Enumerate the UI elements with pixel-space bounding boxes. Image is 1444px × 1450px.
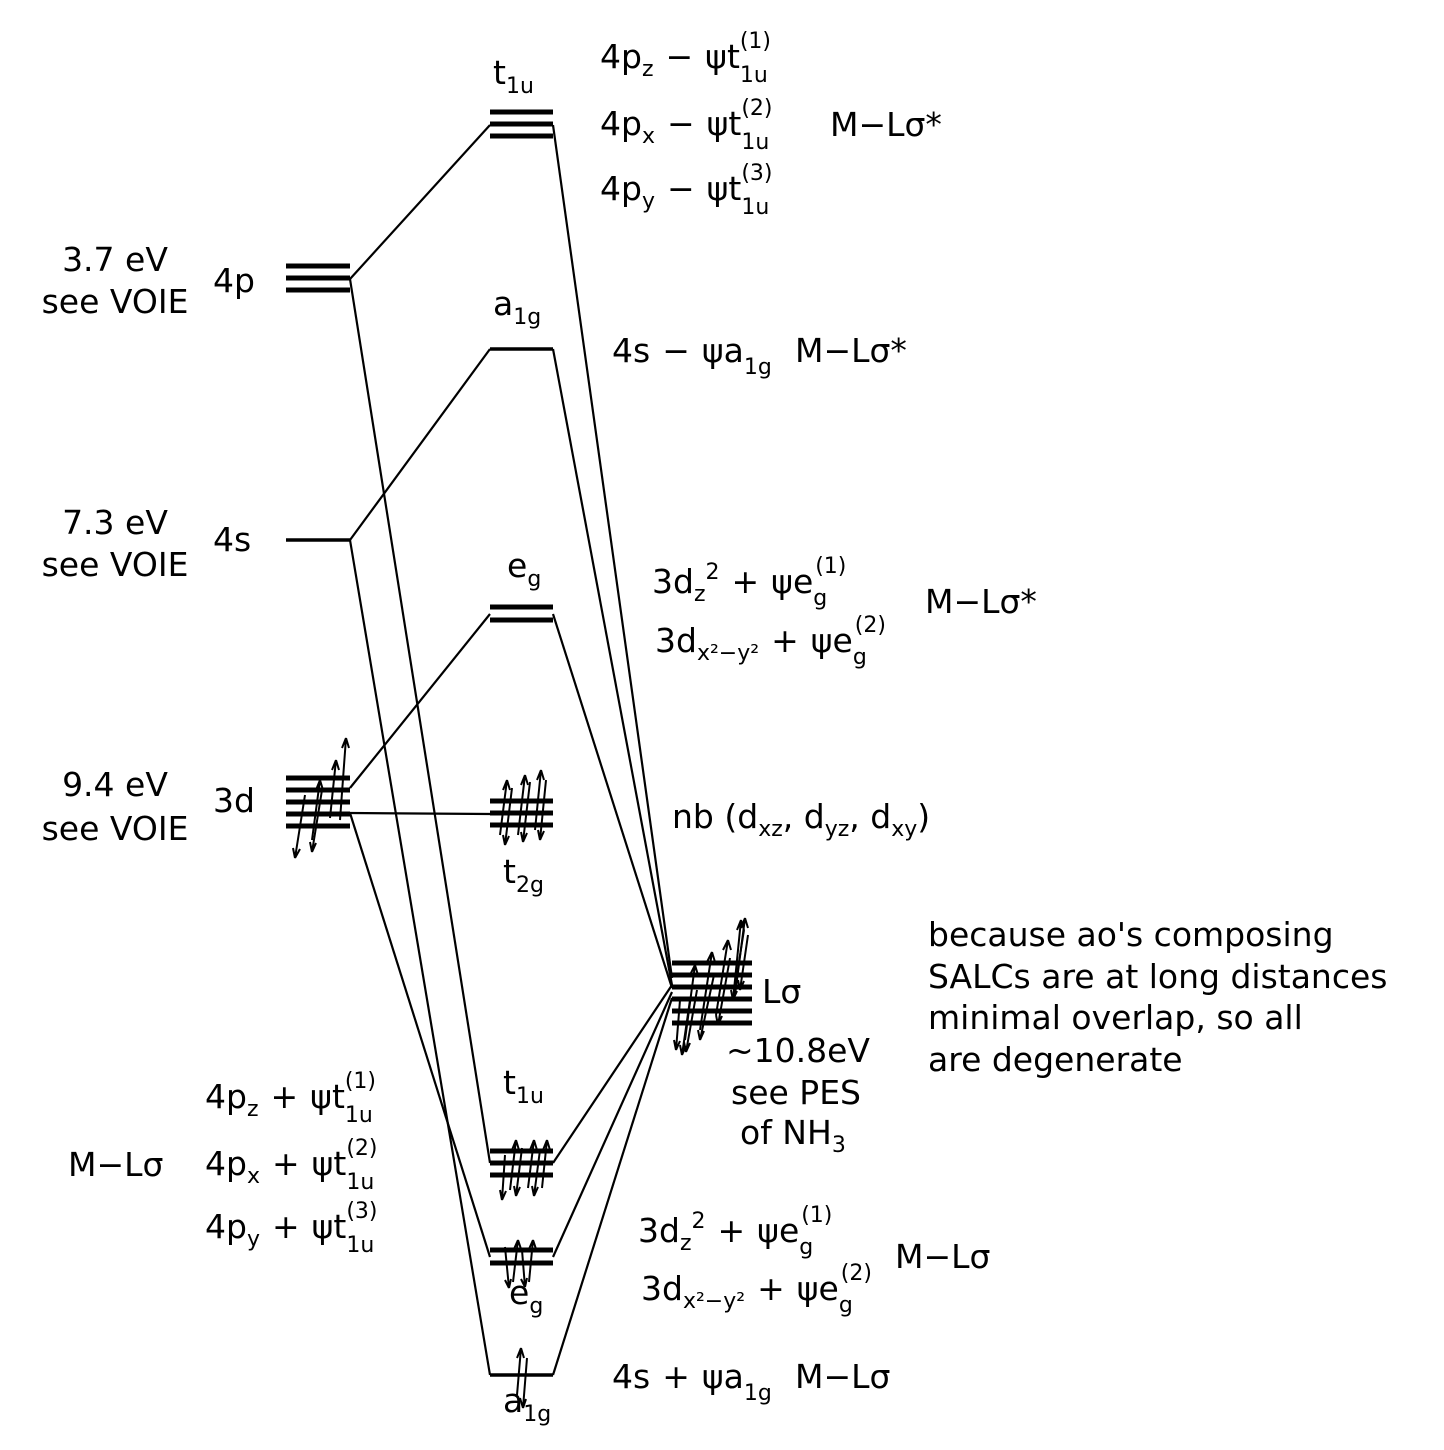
ligand-energy: ~10.8eV	[725, 1031, 871, 1070]
note-line-4: are degenerate	[928, 1040, 1183, 1079]
desc-t1u-star-line-1: $4p_z - \psi t_{1u}(1)$	[600, 29, 772, 88]
desc-eg-bonding	[638, 1203, 990, 1318]
desc-t1u-bonding-line-2: $4p_x + \psi t_{1u}(2)$	[205, 1136, 378, 1195]
desc-a1g-antibonding	[612, 331, 907, 380]
ao-4p-energy: 3.7 eV	[62, 240, 168, 279]
label-t1u-bonding: $t_{1u}$	[503, 1063, 544, 1109]
line-4p-to-t1u-antibonding	[350, 125, 490, 279]
desc-eg-antibonding	[652, 554, 1037, 670]
label-eg-antibonding: $e_g$	[507, 546, 542, 592]
desc-eg-star-line-2: $3d_{x^2-y^2} + \psi e_g(2)$	[655, 613, 886, 670]
desc-a1g-star-type: M−Lσ*	[795, 331, 907, 370]
note-line-3: minimal overlap, so all	[928, 998, 1303, 1037]
ao-3d-name: 3d	[213, 781, 255, 820]
desc-nonbonding: nb ($d_{xz}$, $d_{yz}$, $d_{xy}$)	[672, 797, 931, 842]
desc-a1g-bonding-type: M−Lσ	[795, 1357, 891, 1396]
left-ao-labels	[42, 240, 255, 848]
line-3d-to-eg-antibonding	[350, 614, 490, 788]
ao-4p-ref: see VOIE	[41, 282, 189, 321]
ao-3d-ref: see VOIE	[41, 809, 189, 848]
level-ligand	[672, 963, 752, 1023]
level-eg-antibonding	[490, 607, 553, 620]
ao-4p-name: 4p	[213, 261, 255, 300]
desc-eg-bonding-line-2: $3d_{x^2-y^2} + \psi e_g(2)$	[641, 1261, 872, 1318]
line-4s-to-a1g-antibonding	[350, 349, 490, 540]
mo-symmetry-labels	[493, 53, 551, 1427]
label-a1g-antibonding: $a_{1g}$	[493, 284, 542, 330]
ligand-ref-line-1: see PES	[731, 1073, 861, 1112]
electrons-t2g	[500, 770, 546, 845]
electrons-3d	[293, 738, 349, 858]
desc-a1g-star: $4s - \psi a_{1g}$	[612, 331, 772, 380]
note-line-1: because ao's composing	[928, 915, 1334, 954]
ao-4s-ref: see VOIE	[41, 545, 189, 584]
level-t1u-antibonding	[490, 112, 553, 136]
desc-eg-star-line-1: $3d_z^2 + \psi e_g(1)$	[652, 554, 847, 611]
line-4p-to-t1u-bonding	[350, 279, 490, 1163]
line-a1g-bonding-to-ligand	[553, 998, 672, 1375]
label-eg-bonding: $e_g$	[509, 1273, 544, 1319]
line-3d-to-t2g	[350, 813, 490, 814]
ao-3d-energy: 9.4 eV	[62, 765, 168, 804]
ligand-ref-line-2: of $NH_3$	[740, 1113, 846, 1158]
desc-t1u-star-line-3: $4p_y - \psi t_{1u}(3)$	[600, 161, 773, 220]
desc-t1u-bonding-line-1: $4p_z + \psi t_{1u}(1)$	[205, 1069, 377, 1128]
label-a1g-bonding: $a_{1g}$	[503, 1381, 552, 1427]
desc-eg-star-type: M−Lσ*	[925, 582, 1037, 621]
desc-a1g-bonding: $4s + \psi a_{1g}$	[612, 1357, 772, 1406]
level-4p	[286, 266, 350, 290]
label-t2g-nonbonding: $t_{2g}$	[503, 852, 544, 898]
desc-t1u-bonding	[68, 1069, 377, 1258]
desc-eg-bonding-type: M−Lσ	[895, 1237, 991, 1276]
desc-t1u-star-line-2: $4p_x - \psi t_{1u}(2)$	[600, 96, 773, 155]
degeneracy-note	[928, 915, 1388, 1079]
desc-t1u-bonding-line-3: $4p_y + \psi t_{1u}(3)$	[205, 1199, 378, 1258]
desc-a1g-bonding	[612, 1357, 890, 1406]
desc-t1u-antibonding	[600, 29, 942, 220]
desc-t1u-star-type: M−Lσ*	[830, 105, 942, 144]
line-t1u-bonding-to-ligand	[553, 985, 672, 1163]
ao-4s-name: 4s	[213, 520, 252, 559]
desc-t1u-bonding-type: M−Lσ	[68, 1145, 164, 1184]
ligand-name: Lσ	[762, 972, 802, 1011]
label-t1u-antibonding: $t_{1u}$	[493, 53, 534, 99]
note-line-2: SALCs are at long distances	[928, 957, 1388, 996]
line-t1u-antibonding-to-ligand	[553, 125, 672, 978]
ao-4s-energy: 7.3 eV	[62, 503, 168, 542]
desc-eg-bonding-line-1: $3d_z^2 + \psi e_g(1)$	[638, 1203, 833, 1260]
